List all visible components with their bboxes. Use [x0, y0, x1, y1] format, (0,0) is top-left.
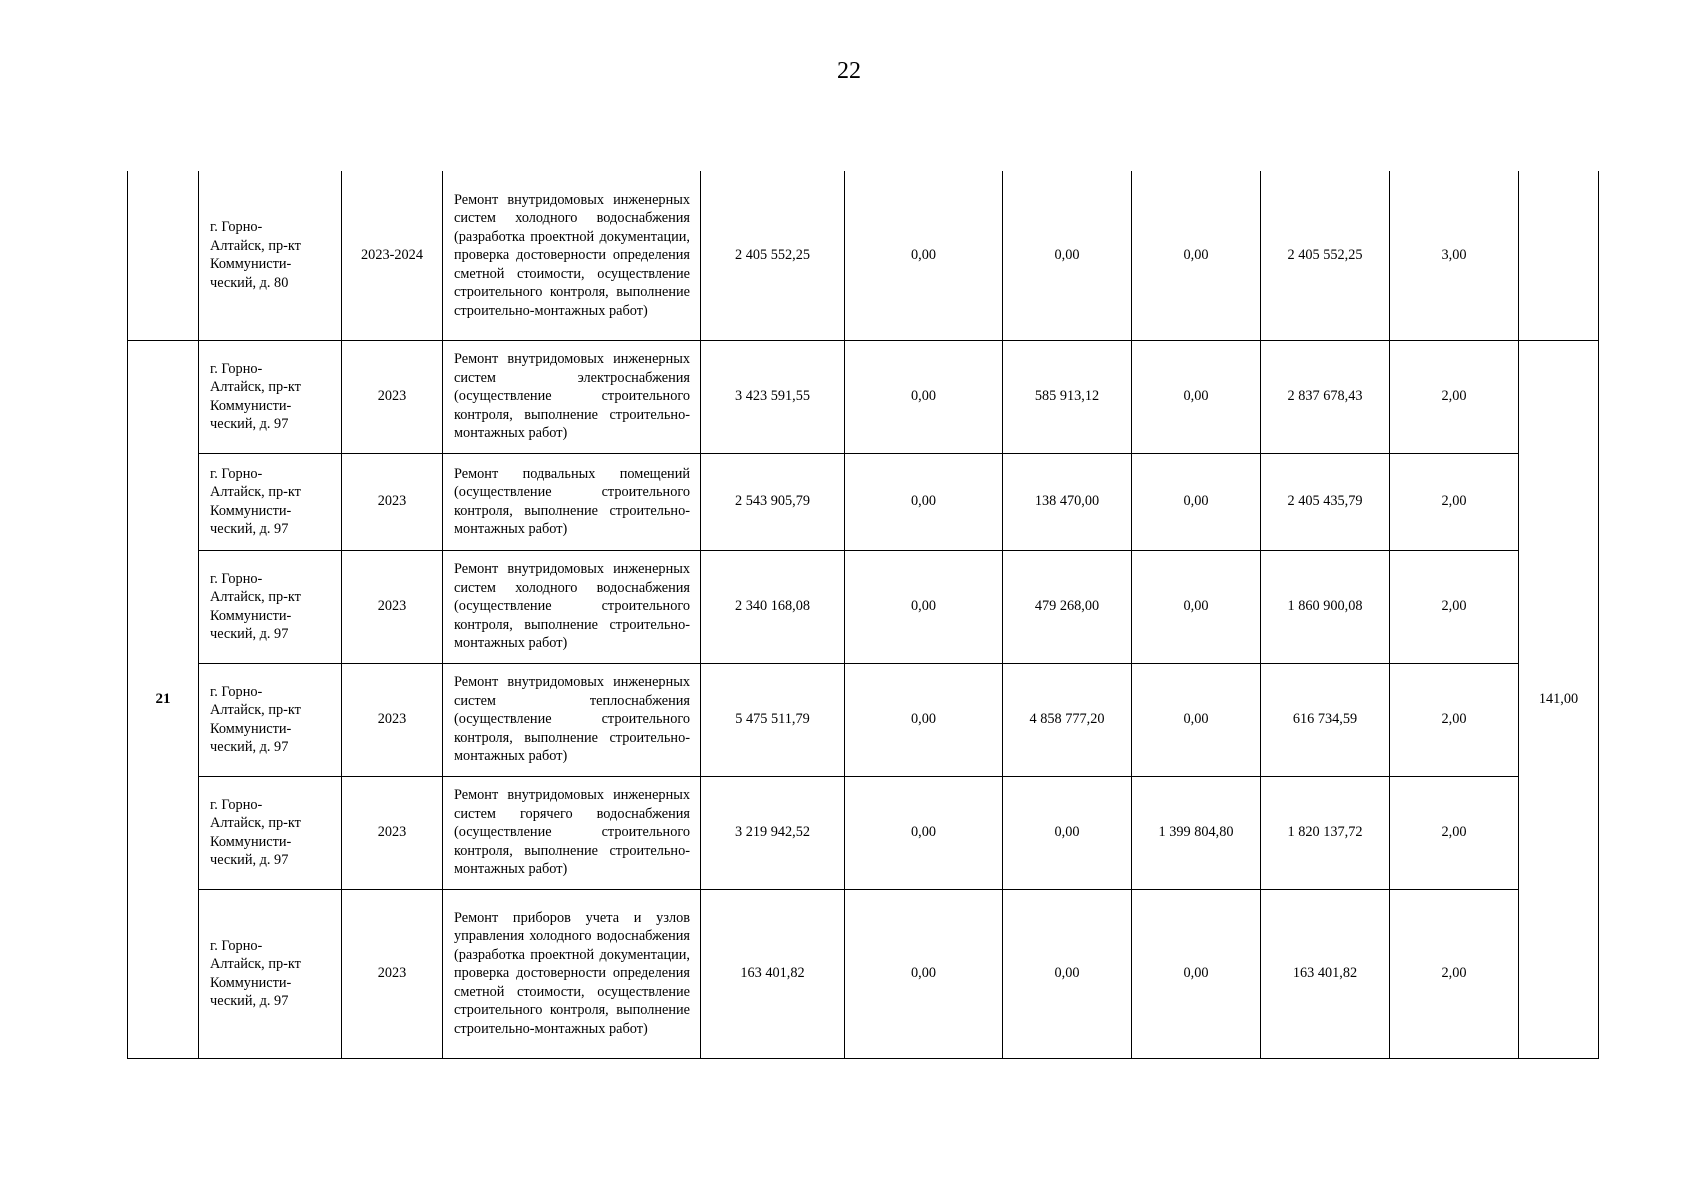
address-cell: г. Горно- Алтайск, пр-кт Коммунисти- ческий, д. 97 — [199, 889, 342, 1058]
value-cell: 2 405 435,79 — [1261, 453, 1390, 550]
total-cost-cell: 2 340 168,08 — [701, 550, 845, 663]
value-cell: 0,00 — [845, 340, 1003, 453]
row-number-cell — [128, 171, 199, 340]
value-cell: 2,00 — [1390, 550, 1519, 663]
works-table — [127, 171, 1599, 1059]
years-cell: 2023 — [342, 889, 443, 1058]
value-cell: 0,00 — [845, 776, 1003, 889]
value-cell: 1 820 137,72 — [1261, 776, 1390, 889]
years-cell: 2023 — [342, 340, 443, 453]
value-cell: 0,00 — [845, 663, 1003, 776]
value-cell: 585 913,12 — [1003, 340, 1132, 453]
total-cost-cell: 163 401,82 — [701, 889, 845, 1058]
value-cell: 0,00 — [1132, 453, 1261, 550]
years-cell: 2023 — [342, 776, 443, 889]
address-cell: г. Горно- Алтайск, пр-кт Коммунисти- ческий, д. 97 — [199, 453, 342, 550]
value-cell: 163 401,82 — [1261, 889, 1390, 1058]
work-description-cell: Ремонт внутридомовых инженерных систем теплоснабжения (осуществление строительного контроля, выполнение строительно-монтажных работ) — [443, 663, 701, 776]
value-cell: 1 860 900,08 — [1261, 550, 1390, 663]
value-cell: 0,00 — [845, 889, 1003, 1058]
work-description-cell: Ремонт подвальных помещений (осуществление строительного контроля, выполнение строительно-монтажных работ) — [443, 453, 701, 550]
years-cell: 2023 — [342, 453, 443, 550]
table-row — [128, 550, 1599, 663]
value-cell: 0,00 — [1003, 889, 1132, 1058]
value-cell: 0,00 — [1132, 550, 1261, 663]
value-cell: 1 399 804,80 — [1132, 776, 1261, 889]
value-cell: 2,00 — [1390, 663, 1519, 776]
table-row — [128, 776, 1599, 889]
value-cell: 2,00 — [1390, 889, 1519, 1058]
years-cell: 2023 — [342, 663, 443, 776]
total-cost-cell: 2 405 552,25 — [701, 171, 845, 340]
table-row — [128, 453, 1599, 550]
value-cell: 0,00 — [845, 453, 1003, 550]
years-cell: 2023-2024 — [342, 171, 443, 340]
value-cell: 138 470,00 — [1003, 453, 1132, 550]
address-cell: г. Горно- Алтайск, пр-кт Коммунисти- ческий, д. 80 — [199, 171, 342, 340]
group-total-cell — [1519, 171, 1599, 340]
value-cell: 0,00 — [1132, 889, 1261, 1058]
row-number-cell: 21 — [128, 340, 199, 1058]
value-cell: 0,00 — [1132, 171, 1261, 340]
total-cost-cell: 5 475 511,79 — [701, 663, 845, 776]
years-cell: 2023 — [342, 550, 443, 663]
page-number: 22 — [837, 58, 861, 84]
total-cost-cell: 3 423 591,55 — [701, 340, 845, 453]
table-row — [128, 663, 1599, 776]
address-cell: г. Горно- Алтайск, пр-кт Коммунисти- ческий, д. 97 — [199, 340, 342, 453]
work-description-cell: Ремонт приборов учета и узлов управления холодного водоснабжения (разработка проектной документации, проверка достоверности определения сметной стоимости, осуществление строительного контроля, выполнение строительно-монтажных работ) — [443, 889, 701, 1058]
value-cell: 0,00 — [845, 550, 1003, 663]
total-cost-cell: 3 219 942,52 — [701, 776, 845, 889]
value-cell: 479 268,00 — [1003, 550, 1132, 663]
work-description-cell: Ремонт внутридомовых инженерных систем горячего водоснабжения (осуществление строительного контроля, выполнение строительно-монтажных работ) — [443, 776, 701, 889]
value-cell: 2,00 — [1390, 453, 1519, 550]
value-cell: 0,00 — [1003, 171, 1132, 340]
value-cell: 0,00 — [845, 171, 1003, 340]
value-cell: 616 734,59 — [1261, 663, 1390, 776]
address-cell: г. Горно- Алтайск, пр-кт Коммунисти- ческий, д. 97 — [199, 550, 342, 663]
work-description-cell: Ремонт внутридомовых инженерных систем электроснабжения (осуществление строительного контроля, выполнение строительно-монтажных работ) — [443, 340, 701, 453]
work-description-cell: Ремонт внутридомовых инженерных систем холодного водоснабжения (разработка проектной документации, проверка достоверности определения сметной стоимости, осуществление строительного контроля, выполнение строительно-монтажных работ) — [443, 171, 701, 340]
value-cell: 4 858 777,20 — [1003, 663, 1132, 776]
table-row — [128, 889, 1599, 1058]
value-cell: 0,00 — [1132, 663, 1261, 776]
address-cell: г. Горно- Алтайск, пр-кт Коммунисти- ческий, д. 97 — [199, 663, 342, 776]
value-cell: 2 837 678,43 — [1261, 340, 1390, 453]
table-row — [128, 340, 1599, 453]
value-cell: 2 405 552,25 — [1261, 171, 1390, 340]
value-cell: 3,00 — [1390, 171, 1519, 340]
table-row — [128, 171, 1599, 340]
group-total-cell: 141,00 — [1519, 340, 1599, 1058]
address-cell: г. Горно- Алтайск, пр-кт Коммунисти- ческий, д. 97 — [199, 776, 342, 889]
work-description-cell: Ремонт внутридомовых инженерных систем холодного водоснабжения (осуществление строительного контроля, выполнение строительно-монтажных работ) — [443, 550, 701, 663]
value-cell: 2,00 — [1390, 776, 1519, 889]
value-cell: 2,00 — [1390, 340, 1519, 453]
total-cost-cell: 2 543 905,79 — [701, 453, 845, 550]
value-cell: 0,00 — [1132, 340, 1261, 453]
value-cell: 0,00 — [1003, 776, 1132, 889]
